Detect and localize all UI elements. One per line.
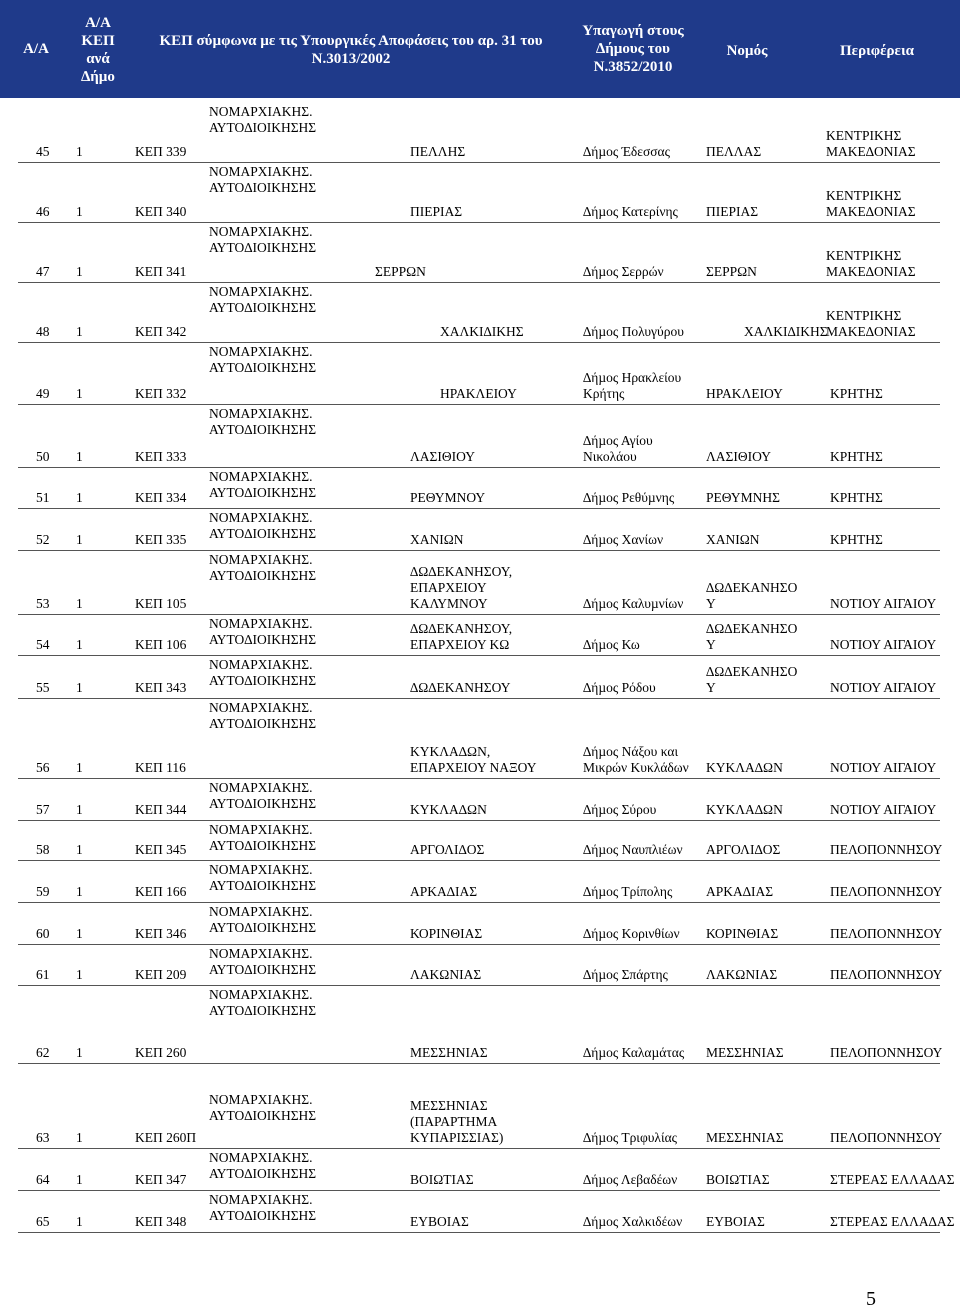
row-kep-count: 1 [76,1172,83,1187]
row-aa: 62 [36,1045,50,1060]
table-row [0,860,960,902]
row-kep-code: ΚΕΠ 166 [135,884,187,899]
row-dimos: ∆ήµος Καλαµάτας [583,1045,685,1060]
row-nomos: ΠΙΕΡΙΑΣ [706,204,759,219]
row-kep-count: 1 [76,802,83,817]
row-kep-count: 1 [76,264,83,279]
row-kep-type: ΝΟΜΑΡΧΙΑΚΗΣ. ΑΥΤΟ∆ΙΟΙΚΗΣΗΣ [209,469,317,500]
header-periferia: Περιφέρεια [840,43,914,59]
row-separator [18,1063,940,1064]
row-kep-code: ΚΕΠ 341 [135,264,187,279]
row-nomos: ΒΟΙΩΤΙΑΣ [706,1172,770,1187]
row-kep-code: ΚΕΠ 345 [135,842,187,857]
row-kep-code: ΚΕΠ 346 [135,926,187,941]
row-aa: 53 [36,596,50,611]
row-ypiresia: ΚΥΚΛΑ∆ΩΝ [410,802,487,817]
row-nomos: ΕΥΒΟΙΑΣ [706,1214,765,1229]
row-nomos: ΠΕΛΛΑΣ [706,144,762,159]
row-nomos: ΗΡΑΚΛΕΙΟΥ [706,386,783,401]
table-row [0,102,960,162]
header-aa-kep: Α/Α ΚΕΠ ανά ∆ήµο [81,15,115,85]
row-ypiresia: ΣΕΡΡΩΝ [375,264,426,279]
row-ypiresia: ΗΡΑΚΛΕΙΟΥ [440,386,517,401]
row-periferia: ΚΡΗΤΗΣ [830,386,883,401]
row-dimos: ∆ήµος Ρόδου [583,680,656,695]
page-number: 5 [866,1288,876,1310]
row-aa: 52 [36,532,50,547]
row-kep-code: ΚΕΠ 209 [135,967,187,982]
row-nomos: ΧΑΛΚΙ∆ΙΚΗΣ [744,324,828,339]
table-row [0,655,960,698]
row-periferia: ΝΟΤΙΟΥ ΑΙΓΑΙΟΥ [830,760,937,775]
row-periferia: ΠΕΛΟΠΟΝΝΗΣΟΥ [830,1045,943,1060]
row-nomos: ΡΕΘΥΜΝΗΣ [706,490,780,505]
table-row [0,1148,960,1190]
row-kep-type: ΝΟΜΑΡΧΙΑΚΗΣ. ΑΥΤΟ∆ΙΟΙΚΗΣΗΣ [209,104,317,135]
row-nomos: ΛΑΚΩΝΙΑΣ [706,967,778,982]
row-aa: 60 [36,926,50,941]
table-row [0,1190,960,1232]
row-ypiresia: ΕΥΒΟΙΑΣ [410,1214,469,1229]
row-kep-count: 1 [76,760,83,775]
row-dimos: ∆ήµος Σύρου [583,802,657,817]
row-periferia: ΝΟΤΙΟΥ ΑΙΓΑΙΟΥ [830,802,937,817]
table-row [0,282,960,342]
row-aa: 47 [36,264,50,279]
row-dimos: ∆ήµος Τρίπολης [583,884,673,899]
row-aa: 49 [36,386,50,401]
row-kep-count: 1 [76,1130,83,1145]
row-aa: 56 [36,760,50,775]
row-nomos: ∆Ω∆ΕΚΑΝΗΣΟ Υ [706,664,798,695]
row-kep-type: ΝΟΜΑΡΧΙΑΚΗΣ. ΑΥΤΟ∆ΙΟΙΚΗΣΗΣ [209,344,317,375]
row-ypiresia: ΛΑΣΙΘΙΟΥ [410,449,475,464]
row-aa: 45 [36,144,50,159]
row-nomos: ΚΟΡΙΝΘΙΑΣ [706,926,779,941]
table-row [0,820,960,860]
table-row [0,614,960,655]
row-kep-code: ΚΕΠ 106 [135,637,187,652]
row-dimos: ∆ήµος Πολυγύρου [583,324,684,339]
row-kep-count: 1 [76,926,83,941]
row-dimos: ∆ήµος Χαλκιδέων [583,1214,683,1229]
table-row [0,902,960,944]
row-dimos: ∆ήµος Ρεθύµνης [583,490,675,505]
row-kep-code: ΚΕΠ 332 [135,386,187,401]
row-kep-code: ΚΕΠ 333 [135,449,187,464]
row-aa: 65 [36,1214,50,1229]
row-kep-code: ΚΕΠ 342 [135,324,187,339]
row-nomos: ΛΑΣΙΘΙΟΥ [706,449,771,464]
row-kep-type: ΝΟΜΑΡΧΙΑΚΗΣ. ΑΥΤΟ∆ΙΟΙΚΗΣΗΣ [209,862,317,893]
row-kep-code: ΚΕΠ 339 [135,144,187,159]
row-kep-count: 1 [76,596,83,611]
row-periferia: ΝΟΤΙΟΥ ΑΙΓΑΙΟΥ [830,680,937,695]
row-kep-code: ΚΕΠ 347 [135,1172,187,1187]
row-periferia: ΚΕΝΤΡΙΚΗΣ ΜΑΚΕ∆ΟΝΙΑΣ [826,308,916,339]
row-kep-code: ΚΕΠ 334 [135,490,187,505]
row-kep-type: ΝΟΜΑΡΧΙΑΚΗΣ. ΑΥΤΟ∆ΙΟΙΚΗΣΗΣ [209,1092,317,1123]
row-kep-type: ΝΟΜΑΡΧΙΑΚΗΣ. ΑΥΤΟ∆ΙΟΙΚΗΣΗΣ [209,406,317,437]
row-aa: 54 [36,637,50,652]
row-kep-type: ΝΟΜΑΡΧΙΑΚΗΣ. ΑΥΤΟ∆ΙΟΙΚΗΣΗΣ [209,224,317,255]
row-kep-count: 1 [76,532,83,547]
row-ypiresia: ∆Ω∆ΕΚΑΝΗΣΟΥ, ΕΠΑΡΧΕΙΟΥ ΚΑΛΥΜΝΟΥ [410,564,513,611]
row-aa: 48 [36,324,50,339]
row-aa: 58 [36,842,50,857]
row-kep-code: ΚΕΠ 105 [135,596,187,611]
row-dimos: ∆ήµος Νάξου και Μικρών Κυκλάδων [583,744,689,775]
row-periferia: ΚΕΝΤΡΙΚΗΣ ΜΑΚΕ∆ΟΝΙΑΣ [826,188,916,219]
row-periferia: ΠΕΛΟΠΟΝΝΗΣΟΥ [830,967,943,982]
row-periferia: ΝΟΤΙΟΥ ΑΙΓΑΙΟΥ [830,637,937,652]
header-kep: ΚΕΠ σύµφωνα µε τις Υπουργικές Αποφάσεις του αρ. 31 του Ν.3013/2002 [159,33,543,67]
row-dimos: ∆ήµος Καλυµνίων [583,596,684,611]
table-row [0,698,960,778]
row-aa: 46 [36,204,50,219]
row-kep-count: 1 [76,637,83,652]
row-periferia: ΣΤΕΡΕΑΣ ΕΛΛΑ∆ΑΣ [830,1172,955,1187]
row-aa: 64 [36,1172,50,1187]
row-nomos: ΚΥΚΛΑ∆ΩΝ [706,802,783,817]
row-kep-count: 1 [76,884,83,899]
row-kep-type: ΝΟΜΑΡΧΙΑΚΗΣ. ΑΥΤΟ∆ΙΟΙΚΗΣΗΣ [209,946,317,977]
row-kep-code: ΚΕΠ 340 [135,204,187,219]
row-kep-type: ΝΟΜΑΡΧΙΑΚΗΣ. ΑΥΤΟ∆ΙΟΙΚΗΣΗΣ [209,1192,317,1223]
row-ypiresia: ΡΕΘΥΜΝΟΥ [410,490,486,505]
row-dimos: ∆ήµος Τριφυλίας [583,1130,678,1145]
row-nomos: ΜΕΣΣΗΝΙΑΣ [706,1045,784,1060]
table-row [0,985,960,1063]
row-kep-count: 1 [76,204,83,219]
row-periferia: ΝΟΤΙΟΥ ΑΙΓΑΙΟΥ [830,596,937,611]
row-dimos: ∆ήµος Ναυπλιέων [583,842,683,857]
table-row [0,162,960,222]
row-kep-code: ΚΕΠ 344 [135,802,187,817]
row-nomos: ∆Ω∆ΕΚΑΝΗΣΟ Υ [706,580,798,611]
table-row [0,550,960,614]
row-aa: 61 [36,967,50,982]
row-kep-type: ΝΟΜΑΡΧΙΑΚΗΣ. ΑΥΤΟ∆ΙΟΙΚΗΣΗΣ [209,657,317,688]
row-aa: 63 [36,1130,50,1145]
table-row [0,467,960,508]
row-periferia: ΠΕΛΟΠΟΝΝΗΣΟΥ [830,926,943,941]
row-nomos: ΚΥΚΛΑ∆ΩΝ [706,760,783,775]
row-ypiresia: ΛΑΚΩΝΙΑΣ [410,967,482,982]
row-kep-type: ΝΟΜΑΡΧΙΑΚΗΣ. ΑΥΤΟ∆ΙΟΙΚΗΣΗΣ [209,700,317,731]
row-dimos: ∆ήµος Χανίων [583,532,664,547]
table-header [0,0,960,98]
row-nomos: ΧΑΝΙΩΝ [706,532,760,547]
row-periferia: ΣΤΕΡΕΑΣ ΕΛΛΑ∆ΑΣ [830,1214,955,1229]
row-periferia: ΚΡΗΤΗΣ [830,490,883,505]
row-ypiresia: ∆Ω∆ΕΚΑΝΗΣΟΥ, ΕΠΑΡΧΕΙΟΥ ΚΩ [410,621,513,652]
row-periferia: ΠΕΛΟΠΟΝΝΗΣΟΥ [830,1130,943,1145]
row-dimos: ∆ήµος Έδεσσας [583,144,670,159]
row-ypiresia: ΜΕΣΣΗΝΙΑΣ (ΠΑΡΑΡΤΗΜΑ ΚΥΠΑΡΙΣΣΙΑΣ) [410,1098,504,1145]
row-kep-type: ΝΟΜΑΡΧΙΑΚΗΣ. ΑΥΤΟ∆ΙΟΙΚΗΣΗΣ [209,987,317,1018]
row-kep-count: 1 [76,842,83,857]
row-ypiresia: ΧΑΝΙΩΝ [410,532,464,547]
table-row [0,222,960,282]
row-ypiresia: ΠΕΛΛΗΣ [410,144,466,159]
row-nomos: ΜΕΣΣΗΝΙΑΣ [706,1130,784,1145]
row-kep-count: 1 [76,1214,83,1229]
row-periferia: ΚΡΗΤΗΣ [830,532,883,547]
row-nomos: ΣΕΡΡΩΝ [706,264,757,279]
row-aa: 59 [36,884,50,899]
row-kep-code: ΚΕΠ 116 [135,760,186,775]
row-kep-type: ΝΟΜΑΡΧΙΑΚΗΣ. ΑΥΤΟ∆ΙΟΙΚΗΣΗΣ [209,552,317,583]
header-nomos: Νοµός [726,43,768,59]
row-periferia: ΚΡΗΤΗΣ [830,449,883,464]
row-kep-code: ΚΕΠ 260 [135,1045,187,1060]
row-kep-type: ΝΟΜΑΡΧΙΑΚΗΣ. ΑΥΤΟ∆ΙΟΙΚΗΣΗΣ [209,284,317,315]
row-kep-code: ΚΕΠ 343 [135,680,187,695]
row-kep-type: ΝΟΜΑΡΧΙΑΚΗΣ. ΑΥΤΟ∆ΙΟΙΚΗΣΗΣ [209,510,317,541]
row-kep-count: 1 [76,324,83,339]
row-dimos: ∆ήµος Σερρών [583,264,664,279]
row-nomos: ∆Ω∆ΕΚΑΝΗΣΟ Υ [706,621,798,652]
row-dimos: ∆ήµος Κατερίνης [583,204,678,219]
table-row [0,508,960,550]
row-kep-count: 1 [76,144,83,159]
row-kep-code: ΚΕΠ 260Π [135,1130,197,1145]
row-aa: 55 [36,680,50,695]
row-aa: 50 [36,449,50,464]
row-periferia: ΠΕΛΟΠΟΝΝΗΣΟΥ [830,842,943,857]
row-kep-code: ΚΕΠ 348 [135,1214,187,1229]
row-kep-type: ΝΟΜΑΡΧΙΑΚΗΣ. ΑΥΤΟ∆ΙΟΙΚΗΣΗΣ [209,164,317,195]
table-row [0,404,960,467]
row-kep-count: 1 [76,680,83,695]
row-kep-type: ΝΟΜΑΡΧΙΑΚΗΣ. ΑΥΤΟ∆ΙΟΙΚΗΣΗΣ [209,822,317,853]
table-row [0,944,960,985]
row-periferia: ΠΕΛΟΠΟΝΝΗΣΟΥ [830,884,943,899]
row-ypiresia: ΚΥΚΛΑ∆ΩΝ, ΕΠΑΡΧΕΙΟΥ ΝΑΞΟΥ [410,744,537,775]
row-aa: 51 [36,490,50,505]
row-ypiresia: ΑΡΓΟΛΙ∆ΟΣ [410,842,485,857]
row-nomos: ΑΡΓΟΛΙ∆ΟΣ [706,842,781,857]
row-kep-count: 1 [76,1045,83,1060]
row-dimos: ∆ήµος Σπάρτης [583,967,668,982]
row-dimos: ∆ήµος Αγίου Νικολάου [583,433,653,464]
row-ypiresia: ΚΟΡΙΝΘΙΑΣ [410,926,483,941]
row-nomos: ΑΡΚΑ∆ΙΑΣ [706,884,774,899]
row-ypiresia: ∆Ω∆ΕΚΑΝΗΣΟΥ [410,680,511,695]
table-row [0,1090,960,1148]
row-dimos: ∆ήµος Κορινθίων [583,926,680,941]
row-ypiresia: ΠΙΕΡΙΑΣ [410,204,463,219]
row-periferia: ΚΕΝΤΡΙΚΗΣ ΜΑΚΕ∆ΟΝΙΑΣ [826,128,916,159]
row-kep-code: ΚΕΠ 335 [135,532,187,547]
row-kep-count: 1 [76,386,83,401]
table-row [0,342,960,404]
row-dimos: ∆ήµος Κω [583,637,640,652]
row-kep-count: 1 [76,490,83,505]
row-kep-type: ΝΟΜΑΡΧΙΑΚΗΣ. ΑΥΤΟ∆ΙΟΙΚΗΣΗΣ [209,616,317,647]
row-separator [18,1232,940,1233]
row-kep-count: 1 [76,967,83,982]
row-kep-count: 1 [76,449,83,464]
row-ypiresia: ΑΡΚΑ∆ΙΑΣ [410,884,478,899]
row-ypiresia: ΜΕΣΣΗΝΙΑΣ [410,1045,488,1060]
row-kep-type: ΝΟΜΑΡΧΙΑΚΗΣ. ΑΥΤΟ∆ΙΟΙΚΗΣΗΣ [209,780,317,811]
row-kep-type: ΝΟΜΑΡΧΙΑΚΗΣ. ΑΥΤΟ∆ΙΟΙΚΗΣΗΣ [209,1150,317,1181]
header-dimos: Υπαγωγή στους ∆ήµους του Ν.3852/2010 [582,23,684,75]
row-kep-type: ΝΟΜΑΡΧΙΑΚΗΣ. ΑΥΤΟ∆ΙΟΙΚΗΣΗΣ [209,904,317,935]
row-dimos: ∆ήµος Ηρακλείου Κρήτης [583,370,682,401]
row-ypiresia: ΒΟΙΩΤΙΑΣ [410,1172,474,1187]
header-aa: Α/Α [23,41,49,57]
table-row [0,778,960,820]
row-ypiresia: ΧΑΛΚΙ∆ΙΚΗΣ [440,324,524,339]
row-aa: 57 [36,802,50,817]
row-periferia: ΚΕΝΤΡΙΚΗΣ ΜΑΚΕ∆ΟΝΙΑΣ [826,248,916,279]
row-dimos: ∆ήµος Λεβαδέων [583,1172,678,1187]
